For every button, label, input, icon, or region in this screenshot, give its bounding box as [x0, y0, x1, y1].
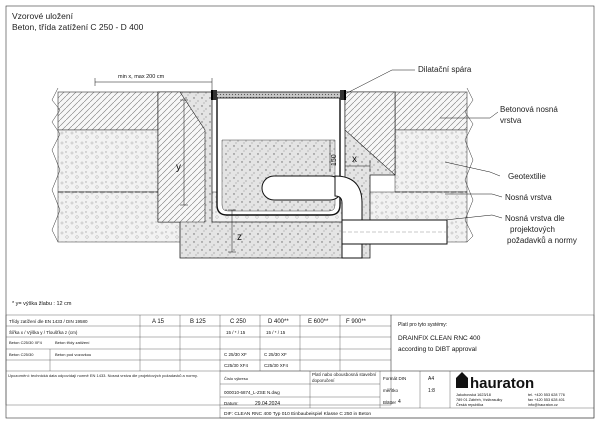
callout-geotextile: Geotextilie [508, 172, 546, 181]
norm-row-label: Třídy zatížení dle EN 1433 / DIN 19580 [9, 319, 88, 324]
callout-base: Nosná vrstva [505, 193, 552, 202]
address-1: Jakubovská 1623/18 [456, 393, 491, 397]
approval-text: according to DIBT approval [398, 346, 477, 353]
unit-label: Blätter [383, 400, 397, 405]
row4-label: Beton C25/30 [9, 352, 34, 357]
table-notes-text: Upozornění: technická data odpovídají normě EN 1433. Nosná vrstva dle projektových požadavků a normy. [8, 373, 198, 378]
surface-layer-left [58, 92, 158, 130]
table-notes [8, 373, 218, 403]
callout-concrete-line2: vrstva [500, 116, 522, 125]
format-value: A4 [428, 376, 435, 382]
date-label: Datum: [224, 401, 239, 406]
base-course-left [58, 130, 158, 192]
class-e600: E 600** [308, 319, 329, 325]
class-b125: B 125 [190, 319, 206, 325]
footnote: * y= výška žlabu : 12 cm [12, 301, 72, 307]
row5-d400: C25/30 XF4 [264, 363, 289, 368]
company-email: info@hauraton.cz [528, 403, 558, 407]
class-a15: A 15 [152, 319, 165, 325]
drawing-no-label: Číslo výkresu [224, 376, 249, 381]
y-dimension-label: y [176, 162, 181, 173]
leader-dilatation [345, 70, 415, 94]
company-fax: fax +420 553 628 401 [528, 398, 565, 402]
class-d400: D 400** [268, 319, 289, 325]
class-c250: C 250 [230, 319, 247, 325]
callout-project-line1: Nosná vrstva dle [505, 214, 565, 223]
z-dimension-label: z [237, 232, 242, 243]
callout-project-line2: projektových [510, 225, 555, 234]
revision-value: 4 [398, 399, 401, 405]
address-3: Česká republika [456, 403, 484, 407]
callout-concrete-line1: Betonová nosná [500, 105, 558, 114]
height-150-label: 150 [331, 154, 338, 166]
dimension-row-label: Šířka x / Výška y / Tloušťka z (cm) [9, 330, 78, 335]
description-cell [312, 372, 378, 407]
date-value: 29.04.2024 [255, 401, 281, 407]
company-logo [456, 372, 534, 392]
surface-layer-right [395, 92, 467, 130]
drawing-number: 000010-6874_L-ZSE N.dwg [224, 390, 280, 395]
cross-section [52, 88, 473, 258]
drawing-caption: DIF: CLEAN RNC 400 Typ 010 Einbaubeispiel Klasse C 250 in Beton [224, 412, 372, 417]
scale-label: měřítko [383, 388, 399, 393]
class-f900: F 900** [346, 319, 367, 325]
outlet-pipe-horizontal [262, 176, 342, 200]
company-phone: tel. +420 553 628 776 [528, 393, 565, 397]
callout-project-line3: požadavků a normy [507, 236, 577, 245]
approval-product: DRAINFIX CLEAN RNC 400 [398, 335, 481, 342]
address-2: 789 01 Zábřeh, Vsštrasulky [456, 398, 503, 402]
drawing-subtitle: Beton, třída zatížení C 250 - D 400 [12, 22, 144, 32]
scale-value: 1:8 [428, 388, 435, 394]
width-dimension-label: min x, max 200 cm [118, 74, 165, 80]
callout-dilatation: Dilatační spára [418, 65, 472, 74]
row3-sub: Beton třídy zatížení [55, 340, 90, 345]
x-dimension-label: x [352, 154, 357, 165]
row5-c250: C25/30 XF4 [224, 363, 249, 368]
drawing-title: Vzorové uložení [12, 11, 73, 21]
grating [215, 92, 342, 98]
dimension-row-c250: 15 / * / 15 [226, 330, 246, 335]
logo-box-icon [456, 378, 468, 388]
company-name: hauraton [470, 375, 535, 392]
format-label: Formát DIN [383, 376, 407, 381]
row4-sub: Beton pod vozovkou [55, 352, 92, 357]
approval-heading: Platí pro tyto systémy: [398, 322, 448, 328]
base-course-right [395, 130, 467, 192]
description-text: Platí nabo obousbosná stavební doporučení [312, 372, 377, 383]
dimension-row-d400: 15 / * / 15 [266, 330, 286, 335]
logo-mark-icon [456, 372, 468, 378]
row4-d400: C 25/30 XF [264, 352, 287, 357]
row3-label: Beton C25/30 XF4 [9, 340, 42, 345]
row4-c250: C 25/30 XF [224, 352, 247, 357]
